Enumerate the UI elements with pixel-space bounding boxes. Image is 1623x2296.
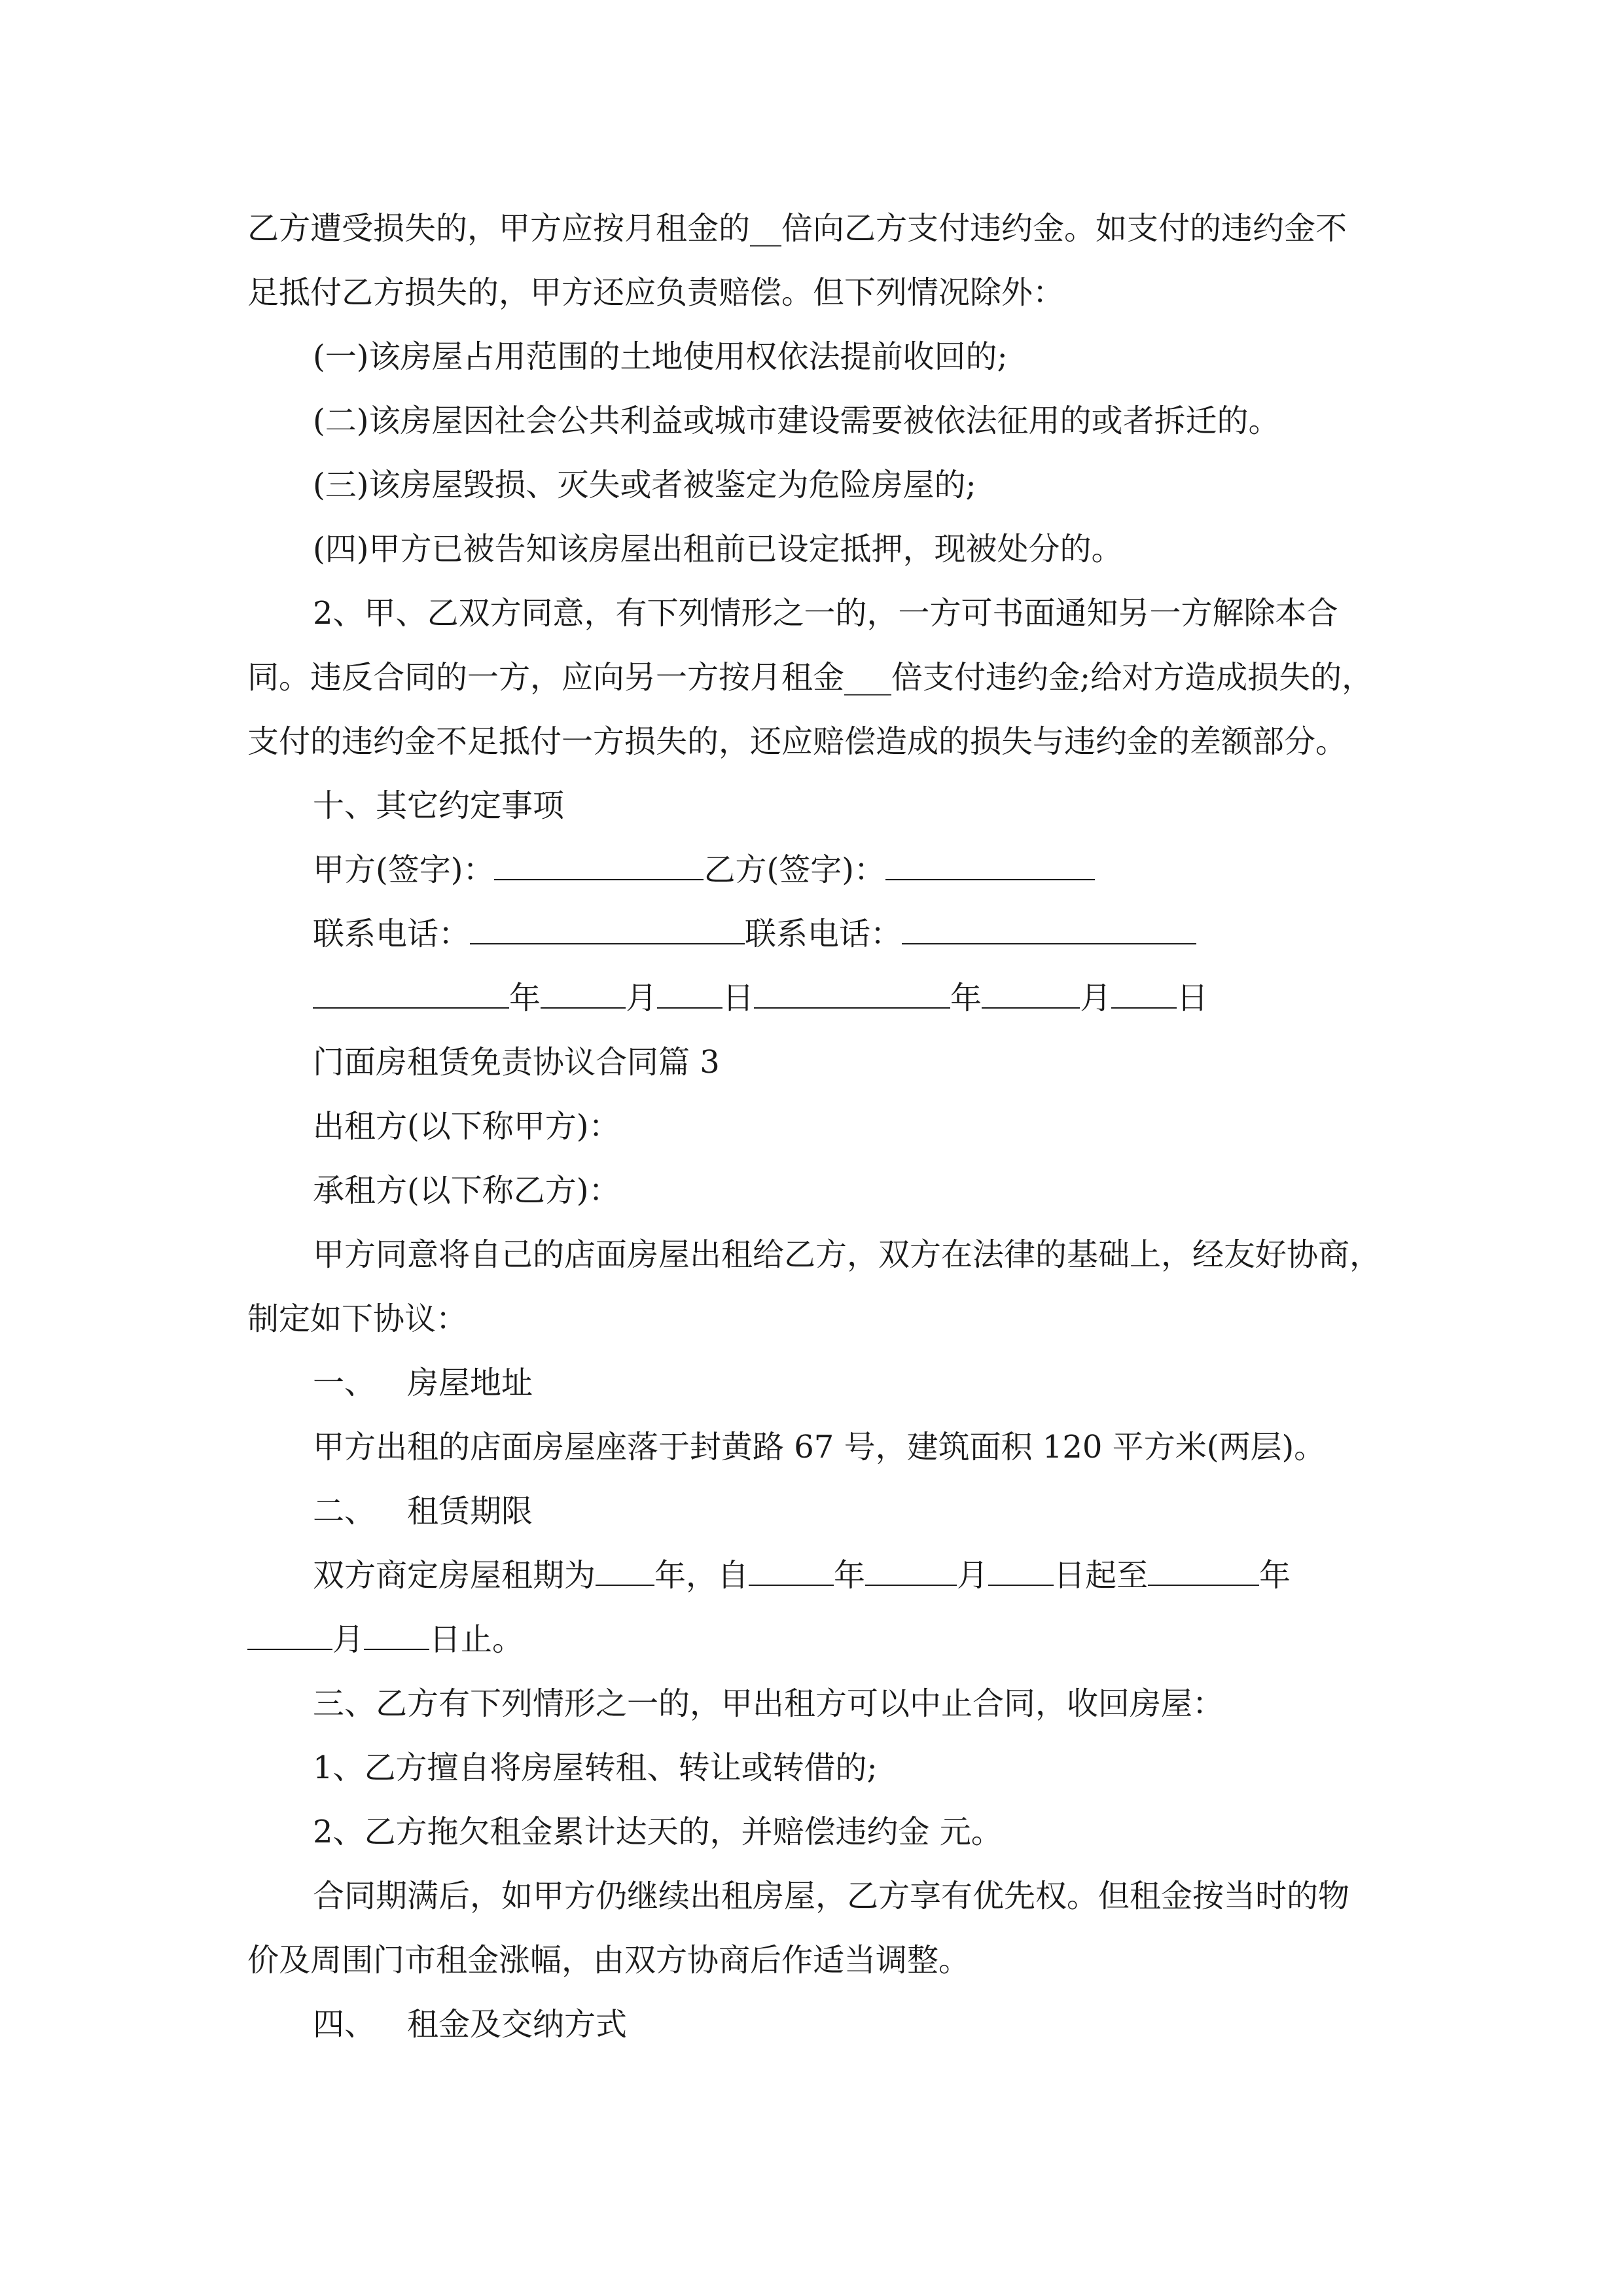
- signature-blank-a: [494, 851, 704, 880]
- section-number: 二、: [313, 1493, 376, 1530]
- phone-row: [247, 902, 1399, 966]
- signature-label-a: 甲方(签字)：: [313, 852, 495, 888]
- term-text: 年: [1259, 1557, 1291, 1594]
- clause-item: 2、乙方拖欠租金累计达天的，并赔偿违约金 元。: [313, 1814, 1003, 1850]
- section-number: 四、: [313, 2006, 376, 2043]
- term-text: 日起至: [1054, 1557, 1149, 1594]
- date-day-label: 日: [1177, 980, 1209, 1016]
- date-month-label: 月: [1080, 980, 1112, 1016]
- contract-body: [247, 196, 1399, 2056]
- term-blank: [364, 1621, 429, 1650]
- paragraph-line: 甲方同意将自己的店面房屋出租给乙方，双方在法律的基础上，经友好协商，: [313, 1236, 1382, 1273]
- term-blank: [1148, 1556, 1259, 1586]
- date-year-label: 年: [950, 980, 982, 1016]
- signature-row: [247, 838, 1399, 902]
- address-line: 甲方出租的店面房屋座落于封黄路 67 号，建筑面积 120 平方米(两层)。: [313, 1429, 1326, 1465]
- date-blank: [313, 979, 509, 1009]
- term-text: 年: [834, 1557, 866, 1594]
- paragraph-line: 价及周围门市租金涨幅，由双方协商后作适当调整。: [247, 1942, 971, 1979]
- lessor-line: 出租方(以下称甲方)：: [313, 1108, 620, 1145]
- date-blank: [657, 979, 722, 1009]
- exception-item-3: (三)该房屋毁损、灭失或者被鉴定为危险房屋的;: [313, 467, 976, 503]
- date-blank: [1111, 979, 1177, 1009]
- section-heading-10: 十、其它约定事项: [313, 787, 565, 824]
- exception-item-4: (四)甲方已被告知该房屋出租前已设定抵押，现被处分的。: [313, 531, 1123, 567]
- date-blank: [541, 979, 626, 1009]
- term-blank: [749, 1556, 834, 1586]
- section-heading-3: 三、乙方有下列情形之一的，甲出租方可以中止合同，收回房屋：: [313, 1685, 1224, 1722]
- exception-item-2: (二)该房屋因社会公共利益或城市建设需要被依法征用的或者拆迁的。: [313, 403, 1280, 439]
- section-heading-1: [247, 1351, 1399, 1415]
- signature-blank-b: [885, 851, 1095, 880]
- exception-item-1: (一)该房屋占用范围的土地使用权依法提前收回的;: [313, 338, 1008, 375]
- paragraph-line: 制定如下协议：: [247, 1300, 468, 1337]
- term-text: 日止。: [429, 1621, 524, 1658]
- paragraph-line: 合同期满后，如甲方仍继续出租房屋，乙方享有优先权。但租金按当时的物: [313, 1878, 1350, 1914]
- date-blank: [982, 979, 1080, 1009]
- paragraph-line: 2、甲、乙双方同意，有下列情形之一的，一方可书面通知另一方解除本合: [313, 595, 1338, 632]
- date-month-label: 月: [626, 980, 658, 1016]
- paragraph-line: 同。违反合同的一方，应向另一方按月租金___倍支付违约金;给对方造成损失的，: [247, 659, 1374, 696]
- term-text: 月: [957, 1557, 989, 1594]
- phone-label-b: 联系电话：: [745, 916, 902, 952]
- term-text: 双方商定房屋租期为: [313, 1557, 596, 1594]
- term-blank: [247, 1621, 332, 1650]
- section-number: 一、: [313, 1365, 376, 1401]
- paragraph-line: 乙方遭受损失的，甲方应按月租金的__倍向乙方支付违约金。如支付的违约金不: [247, 210, 1347, 247]
- term-line: [247, 1543, 1399, 1607]
- clause-item: 1、乙方擅自将房屋转租、转让或转借的;: [313, 1749, 878, 1786]
- lessee-line: 承租方(以下称乙方)：: [313, 1172, 620, 1209]
- phone-blank-b: [902, 915, 1196, 944]
- date-blank: [754, 979, 950, 1009]
- contract-title: 门面房租赁免责协议合同篇 3: [313, 1044, 720, 1081]
- date-year-label: 年: [509, 980, 541, 1016]
- section-title: 租赁期限: [407, 1493, 533, 1530]
- section-title: 租金及交纳方式: [407, 2006, 628, 2043]
- paragraph-line: 足抵付乙方损失的，甲方还应负责赔偿。但下列情况除外：: [247, 274, 1065, 311]
- term-blank: [865, 1556, 957, 1586]
- phone-blank-a: [470, 915, 745, 944]
- phone-label-a: 联系电话：: [313, 916, 471, 952]
- term-blank: [988, 1556, 1054, 1586]
- section-title: 房屋地址: [407, 1365, 533, 1401]
- signature-label-b: 乙方(签字)：: [704, 852, 885, 888]
- term-blank: [596, 1556, 654, 1586]
- section-heading-2: [247, 1479, 1399, 1543]
- term-text: 年，自: [654, 1557, 749, 1594]
- term-text: 月: [332, 1621, 365, 1658]
- term-line-2: [247, 1607, 1399, 1672]
- section-heading-4: [247, 1992, 1399, 2056]
- paragraph-line: 支付的违约金不足抵付一方损失的，还应赔偿造成的损失与违约金的差额部分。: [247, 723, 1347, 760]
- date-day-label: 日: [722, 980, 755, 1016]
- date-row: [247, 966, 1399, 1030]
